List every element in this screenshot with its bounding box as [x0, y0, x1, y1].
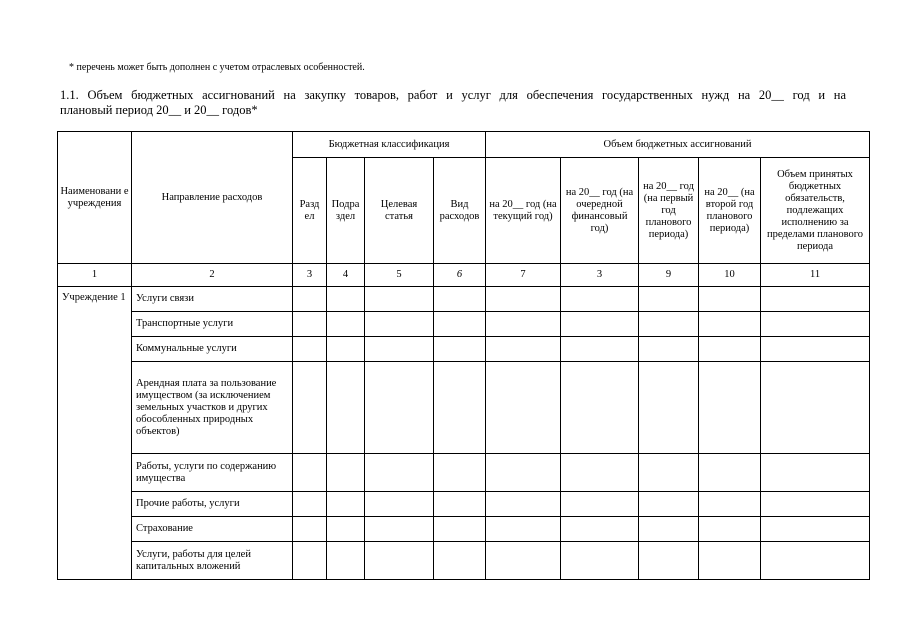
table-row	[58, 517, 870, 542]
section-heading	[60, 88, 846, 118]
header-expense-type: Вид расходов	[434, 158, 486, 264]
expense-direction-cell: Прочие работы, услуги	[132, 492, 293, 517]
expense-direction-cell: Услуги связи	[132, 287, 293, 312]
header-obligations: Объем принятых бюджетных обязательств, подлежащих исполнению за пределами планового периода	[761, 158, 870, 264]
column-number: 1	[58, 264, 132, 287]
column-number: 3	[561, 264, 639, 287]
header-first-plan-year: на 20__ год (на первый год планового периода)	[639, 158, 699, 264]
column-number: 10	[699, 264, 761, 287]
header-section: Разд ел	[293, 158, 327, 264]
table-row	[58, 287, 870, 312]
header-expense-direction: Направление расходов	[132, 132, 293, 264]
column-number: 11	[761, 264, 870, 287]
table-row	[58, 362, 870, 454]
table-row	[58, 454, 870, 492]
header-next-year: на 20__ год (на очередной финансовый год)	[561, 158, 639, 264]
header-budget-classification: Бюджетная классификация	[293, 132, 486, 158]
column-number: 5	[365, 264, 434, 287]
table-row	[58, 492, 870, 517]
heading-line-2: плановый период 20__ и 20__ годов*	[60, 103, 258, 117]
header-budget-volume: Объем бюджетных ассигнований	[486, 132, 870, 158]
column-number: 2	[132, 264, 293, 287]
table-row	[58, 312, 870, 337]
table-row	[58, 337, 870, 362]
header-second-plan-year: на 20__ (на второй год планового периода)	[699, 158, 761, 264]
footnote: * перечень может быть дополнен с учетом отраслевых особенностей.	[69, 62, 365, 73]
expense-direction-cell: Страхование	[132, 517, 293, 542]
column-numbers-row	[58, 264, 870, 287]
budget-table	[57, 131, 870, 580]
header-row-groups	[58, 132, 870, 158]
header-target-article: Целевая статья	[365, 158, 434, 264]
heading-line-1: 1.1. Объем бюджетных ассигнований на закупку товаров, работ и услуг для обеспечения государственных нужд на 20__ год и на	[60, 88, 846, 102]
institution-cell: Учреждение 1	[58, 287, 132, 580]
table-row	[58, 542, 870, 580]
expense-direction-cell: Коммунальные услуги	[132, 337, 293, 362]
column-number: 7	[486, 264, 561, 287]
expense-direction-cell: Арендная плата за пользование имуществом (за исключением земельных участков и других обособленных природных объектов)	[132, 362, 293, 454]
expense-direction-cell: Транспортные услуги	[132, 312, 293, 337]
header-subsection: Подра здел	[327, 158, 365, 264]
expense-direction-cell: Услуги, работы для целей капитальных вложений	[132, 542, 293, 580]
header-institution-name: Наименовани е учреждения	[58, 132, 132, 264]
column-number: 6	[434, 264, 486, 287]
column-number: 9	[639, 264, 699, 287]
column-number: 4	[327, 264, 365, 287]
expense-direction-cell: Работы, услуги по содержанию имущества	[132, 454, 293, 492]
header-current-year: на 20__ год (на текущий год)	[486, 158, 561, 264]
column-number: 3	[293, 264, 327, 287]
